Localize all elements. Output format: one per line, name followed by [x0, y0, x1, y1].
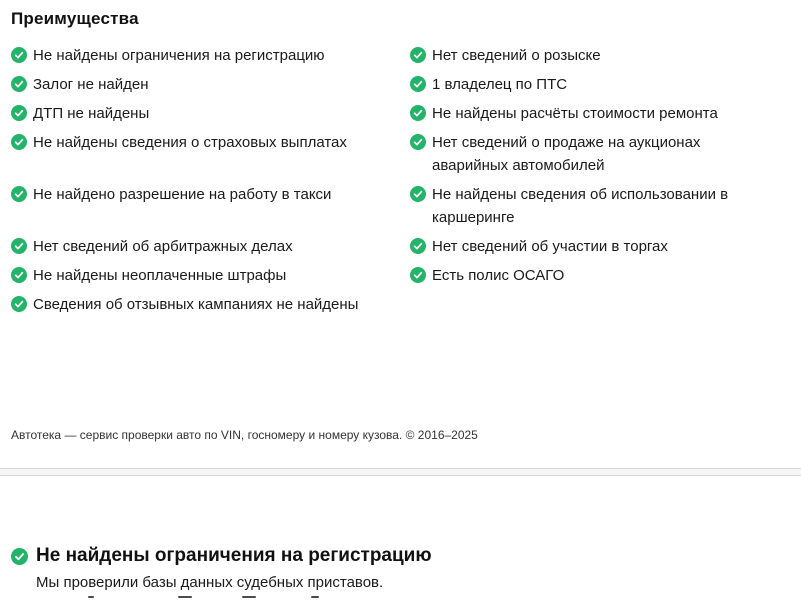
advantage-label: Не найдены расчёты стоимости ремонта: [432, 105, 718, 122]
advantage-item: [11, 293, 410, 316]
check-circle-icon: [11, 267, 27, 283]
check-circle-icon: [410, 186, 426, 202]
advantage-label: 1 владелец по ПТС: [432, 76, 568, 93]
advantage-item: [11, 264, 410, 287]
advantage-label: Есть полис ОСАГО: [432, 267, 565, 284]
advantage-label: ДТП не найдены: [33, 105, 150, 122]
advantage-label: Залог не найден: [33, 76, 149, 93]
check-circle-icon: [11, 186, 27, 202]
copyright-note: Автотека — сервис проверки авто по VIN, госномеру и номеру кузова. © 2016–2025: [11, 428, 478, 442]
advantage-label: Не найдены неоплаченные штрафы: [33, 267, 287, 284]
check-circle-icon: [11, 105, 27, 121]
advantage-label: Не найдено разрешение на работу в такси: [33, 186, 332, 203]
advantage-label: Нет сведений об участии в торгах: [432, 238, 668, 255]
detail-section-title: Не найдены ограничения на регистрацию: [36, 545, 432, 566]
check-circle-icon: [11, 134, 27, 150]
section-divider: [0, 468, 801, 476]
advantage-item: [410, 235, 790, 258]
check-circle-icon: [11, 47, 27, 63]
advantage-label: Нет сведений о продаже на аукционах аварийных автомобилей: [432, 134, 701, 174]
advantage-item: [11, 183, 410, 229]
check-circle-icon: [11, 296, 27, 312]
advantage-label: Нет сведений о розыске: [432, 47, 601, 64]
detail-section-header: [11, 545, 801, 567]
advantage-label: Не найдены сведения об использовании в каршеринге: [432, 186, 729, 226]
advantage-label: Не найдены сведения о страховых выплатах: [33, 134, 347, 151]
advantage-label: Нет сведений об арбитражных делах: [33, 238, 293, 255]
detail-section-description: Мы проверили базы данных судебных приставов.: [36, 574, 384, 591]
advantage-item: [11, 235, 410, 258]
check-circle-icon: [11, 238, 27, 254]
advantage-item: [410, 183, 790, 229]
advantage-item: [410, 44, 790, 67]
detail-section: [11, 545, 801, 599]
advantage-item: [11, 44, 410, 67]
check-circle-icon: [410, 134, 426, 150]
check-circle-icon: [11, 548, 28, 565]
advantages-list: [11, 44, 801, 316]
advantage-item: [410, 264, 790, 287]
advantages-title: Преимущества: [11, 9, 139, 28]
advantage-item: [11, 131, 410, 177]
advantage-item: [11, 73, 410, 96]
advantage-label: Не найдены ограничения на регистрацию: [33, 47, 325, 64]
advantage-label: Сведения об отзывных кампаниях не найдены: [33, 296, 359, 313]
check-circle-icon: [410, 47, 426, 63]
check-circle-icon: [11, 76, 27, 92]
check-circle-icon: [410, 76, 426, 92]
check-circle-icon: [410, 105, 426, 121]
advantage-item: [410, 102, 790, 125]
advantage-item: [410, 73, 790, 96]
advantage-item: [11, 102, 410, 125]
advantage-item: [410, 131, 790, 177]
check-circle-icon: [410, 267, 426, 283]
cutoff-next-content: [88, 596, 801, 599]
check-circle-icon: [410, 238, 426, 254]
